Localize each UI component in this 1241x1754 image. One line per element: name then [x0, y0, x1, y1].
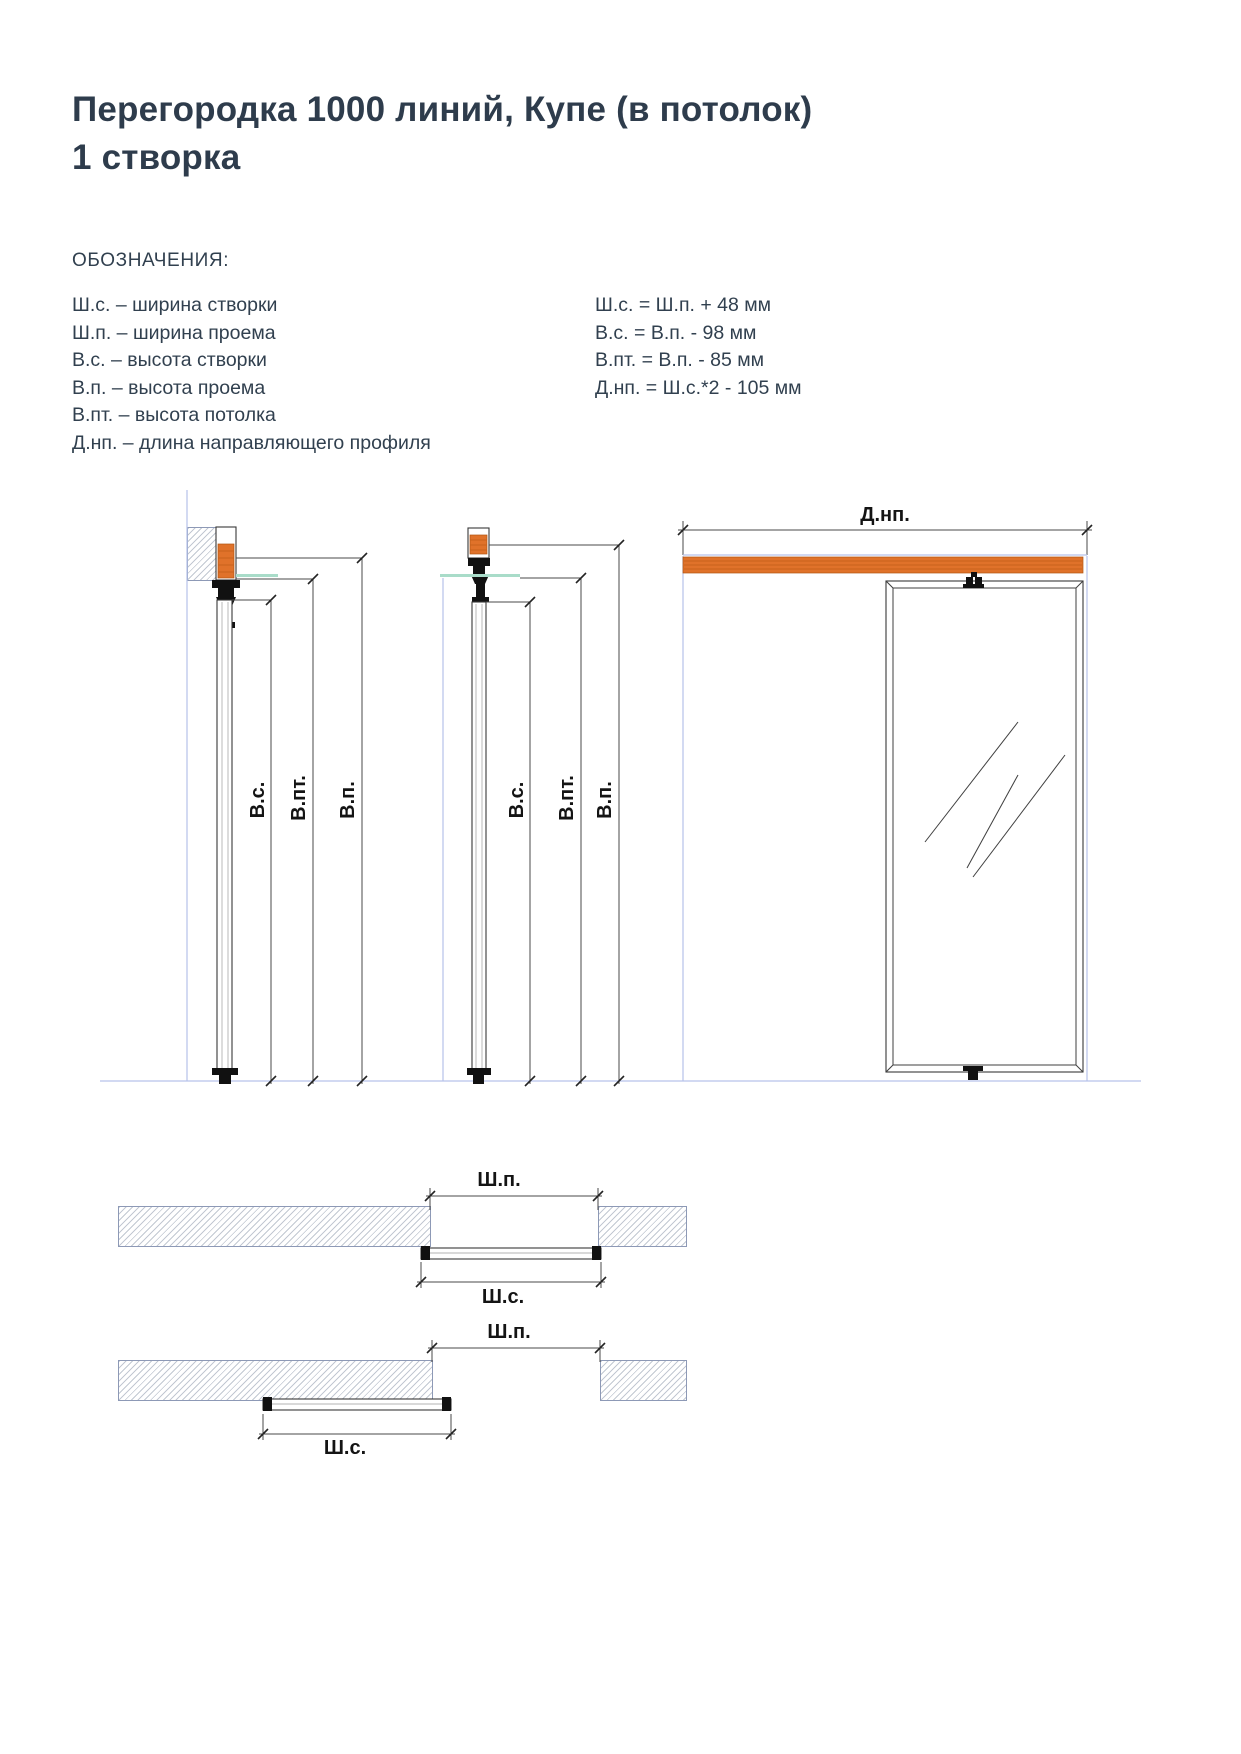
dimension-label-vp: В.п. [337, 781, 359, 819]
dimension-label-shs: Ш.с. [481, 1286, 525, 1308]
door-leaf-plan [263, 1397, 451, 1411]
ceiling-glass-line [236, 574, 278, 577]
dimension-label-shp: Ш.п. [477, 1169, 521, 1191]
dimension-label-dnp: Д.нп. [860, 504, 910, 526]
formula-item: В.с. = В.п. - 98 мм [595, 321, 757, 344]
legend-item: Ш.п. – ширина проема [72, 321, 276, 344]
formula-item: В.пт. = В.п. - 85 мм [595, 349, 765, 371]
bottom-guide-symbol [963, 1066, 983, 1080]
track-profile [218, 544, 234, 578]
plan-view-open [258, 1340, 605, 1440]
door-leaf-plan [421, 1246, 601, 1260]
dimension-label-vs: В.с. [247, 781, 269, 819]
legend-item: Д.нп. – длина направляющего профиля [72, 431, 431, 454]
door-leaf-section [217, 600, 232, 1070]
legend-item: В.п. – высота проема [72, 376, 266, 399]
dimension-label-shp: Ш.п. [487, 1321, 531, 1343]
door-leaf-front [886, 572, 1083, 1080]
legend-item: В.с. – высота створки [72, 349, 267, 371]
legend-heading: ОБОЗНАЧЕНИЯ: [72, 250, 230, 271]
page-title-line1: Перегородка 1000 линий, Купе (в потолок) [72, 90, 813, 129]
front-view [678, 521, 1092, 1081]
dimension-label-vpt: В.пт. [556, 775, 578, 821]
dimension-label-vs: В.с. [506, 781, 528, 819]
formula-item: Д.нп. = Ш.с.*2 - 105 мм [595, 376, 802, 399]
dimension-label-vpt: В.пт. [288, 775, 310, 821]
dimension-label-shs: Ш.с. [323, 1437, 367, 1459]
dimension-label-vp: В.п. [594, 781, 616, 819]
ceiling-glass-line [440, 574, 520, 577]
plan-view-closed [416, 1188, 606, 1288]
page-title-line2: 1 створка [72, 138, 241, 177]
legend-item: Ш.с. – ширина створки [72, 294, 278, 316]
top-roller-symbol [963, 572, 984, 588]
leaf-width-dimension [416, 1262, 606, 1288]
roller-carriage [468, 558, 490, 602]
formula-item: Ш.с. = Ш.п. + 48 мм [595, 294, 772, 316]
legend-item: В.пт. – высота потолка [72, 404, 276, 426]
door-leaf-section [472, 602, 486, 1070]
